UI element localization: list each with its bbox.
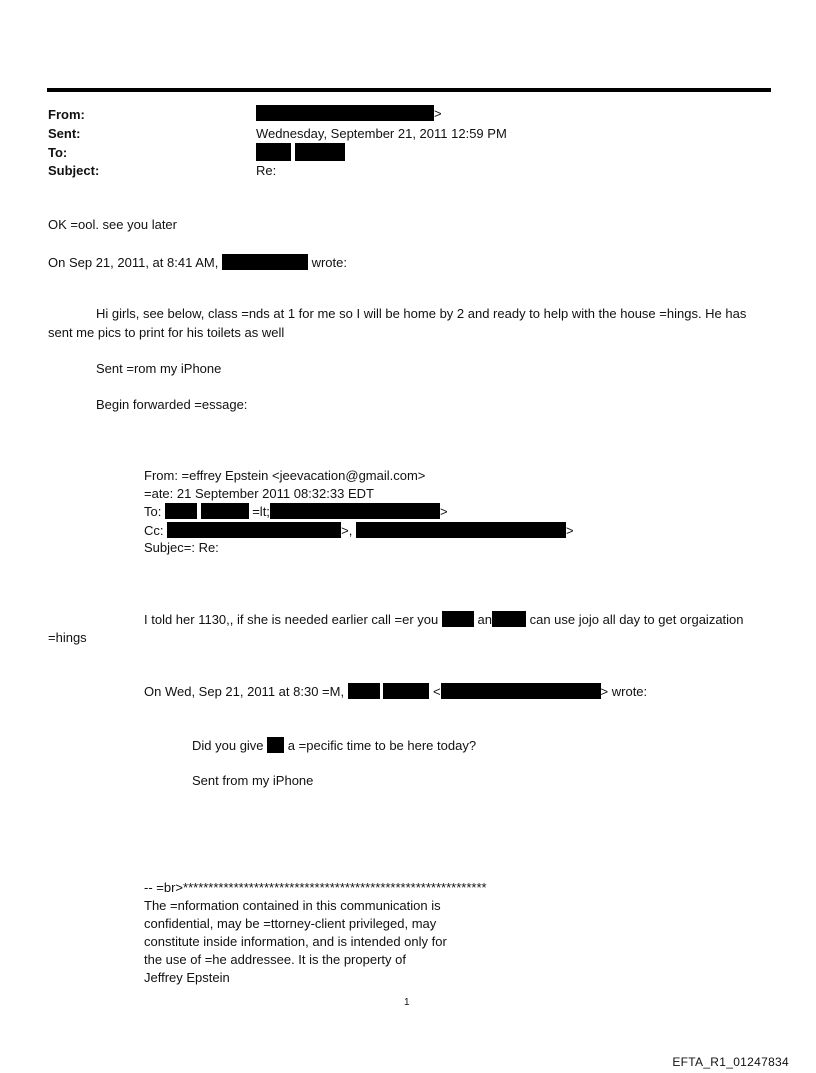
sent-from-2: Sent from my iPhone: [192, 773, 314, 788]
redaction-box: [201, 503, 249, 519]
fwd-cc-label: Cc:: [144, 523, 164, 538]
told-mid: an: [477, 612, 492, 627]
disclaimer-line: Jeffrey Epstein: [144, 970, 230, 985]
signature-rule: -- =br>************************************************************: [144, 880, 487, 895]
redaction-box: [165, 503, 197, 519]
redaction-box: [383, 683, 429, 699]
redaction-box: [356, 522, 566, 538]
wed-post: > wrote:: [600, 684, 648, 699]
told-line: [144, 611, 744, 627]
fwd-cc-end: >: [565, 523, 574, 538]
disclaimer-line: constitute inside information, and is intended only for: [144, 934, 447, 949]
redaction-box: [270, 503, 440, 519]
subject-value: Re:: [256, 163, 277, 178]
quote-intro: [48, 254, 347, 270]
redaction-box: [295, 143, 345, 161]
told-post: can use jojo all day to get orgaization: [529, 612, 744, 627]
sent-from-1: Sent =rom my iPhone: [96, 361, 222, 376]
redaction-box: [222, 254, 308, 270]
fwd-to-mid: =lt;: [252, 504, 270, 519]
reply-line: OK =ool. see you later: [48, 217, 177, 232]
disclaimer-line: The =nformation contained in this communication is: [144, 898, 441, 913]
subject-label: Subject:: [48, 163, 100, 178]
to-value: [256, 143, 345, 161]
fwd-subject: Subjec=: Re:: [144, 540, 219, 555]
disclaimer-line: the use of =he addressee. It is the property of: [144, 952, 406, 967]
fwd-cc-mid: >,: [341, 523, 353, 538]
redaction-box: [256, 143, 291, 161]
wed-pre: On Wed, Sep 21, 2011 at 8:30 =M,: [144, 684, 345, 699]
wed-line: [144, 683, 647, 699]
fwd-cc: [144, 522, 574, 538]
quote-intro-pre: On Sep 21, 2011, at 8:41 AM,: [48, 255, 219, 270]
header-rule: [47, 88, 771, 92]
from-label: From:: [48, 107, 85, 122]
did-pre: Did you give: [192, 738, 264, 753]
fwd-to-end: >: [439, 504, 448, 519]
fwd-date: =ate: 21 September 2011 08:32:33 EDT: [144, 486, 374, 501]
redaction-box: [267, 737, 284, 753]
para1-line2: sent me pics to print for his toilets as well: [48, 325, 285, 340]
did-post: a =pecific time to be here today?: [287, 738, 477, 753]
told-pre: I told her 1130,, if she is needed earlier call =er you: [144, 612, 439, 627]
from-suffix: >: [434, 106, 442, 121]
from-value: [256, 105, 442, 121]
redaction-box: [492, 611, 526, 627]
told-wrap: =hings: [48, 630, 87, 645]
redaction-box: [167, 522, 341, 538]
fwd-from: From: =effrey Epstein <jeevacation@gmail.com>: [144, 468, 426, 483]
fwd-to: [144, 503, 448, 519]
fwd-to-label: To:: [144, 504, 162, 519]
wed-lt: <: [432, 684, 441, 699]
document-id: EFTA_R1_01247834: [672, 1055, 789, 1069]
page-number: 1: [404, 997, 410, 1008]
quote-intro-post: wrote:: [311, 255, 347, 270]
sent-label: Sent:: [48, 126, 81, 141]
redaction-box: [441, 683, 601, 699]
did-line: [192, 737, 476, 753]
sent-value: Wednesday, September 21, 2011 12:59 PM: [256, 126, 507, 141]
begin-forwarded: Begin forwarded =essage:: [96, 397, 248, 412]
redaction-box: [256, 105, 434, 121]
redaction-box: [442, 611, 474, 627]
redaction-box: [348, 683, 380, 699]
to-label: To:: [48, 145, 68, 160]
para1-line1: Hi girls, see below, class =nds at 1 for me so I will be home by 2 and ready to help with the house =hings. He has: [96, 306, 747, 321]
disclaimer-line: confidential, may be =ttorney-client privileged, may: [144, 916, 437, 931]
